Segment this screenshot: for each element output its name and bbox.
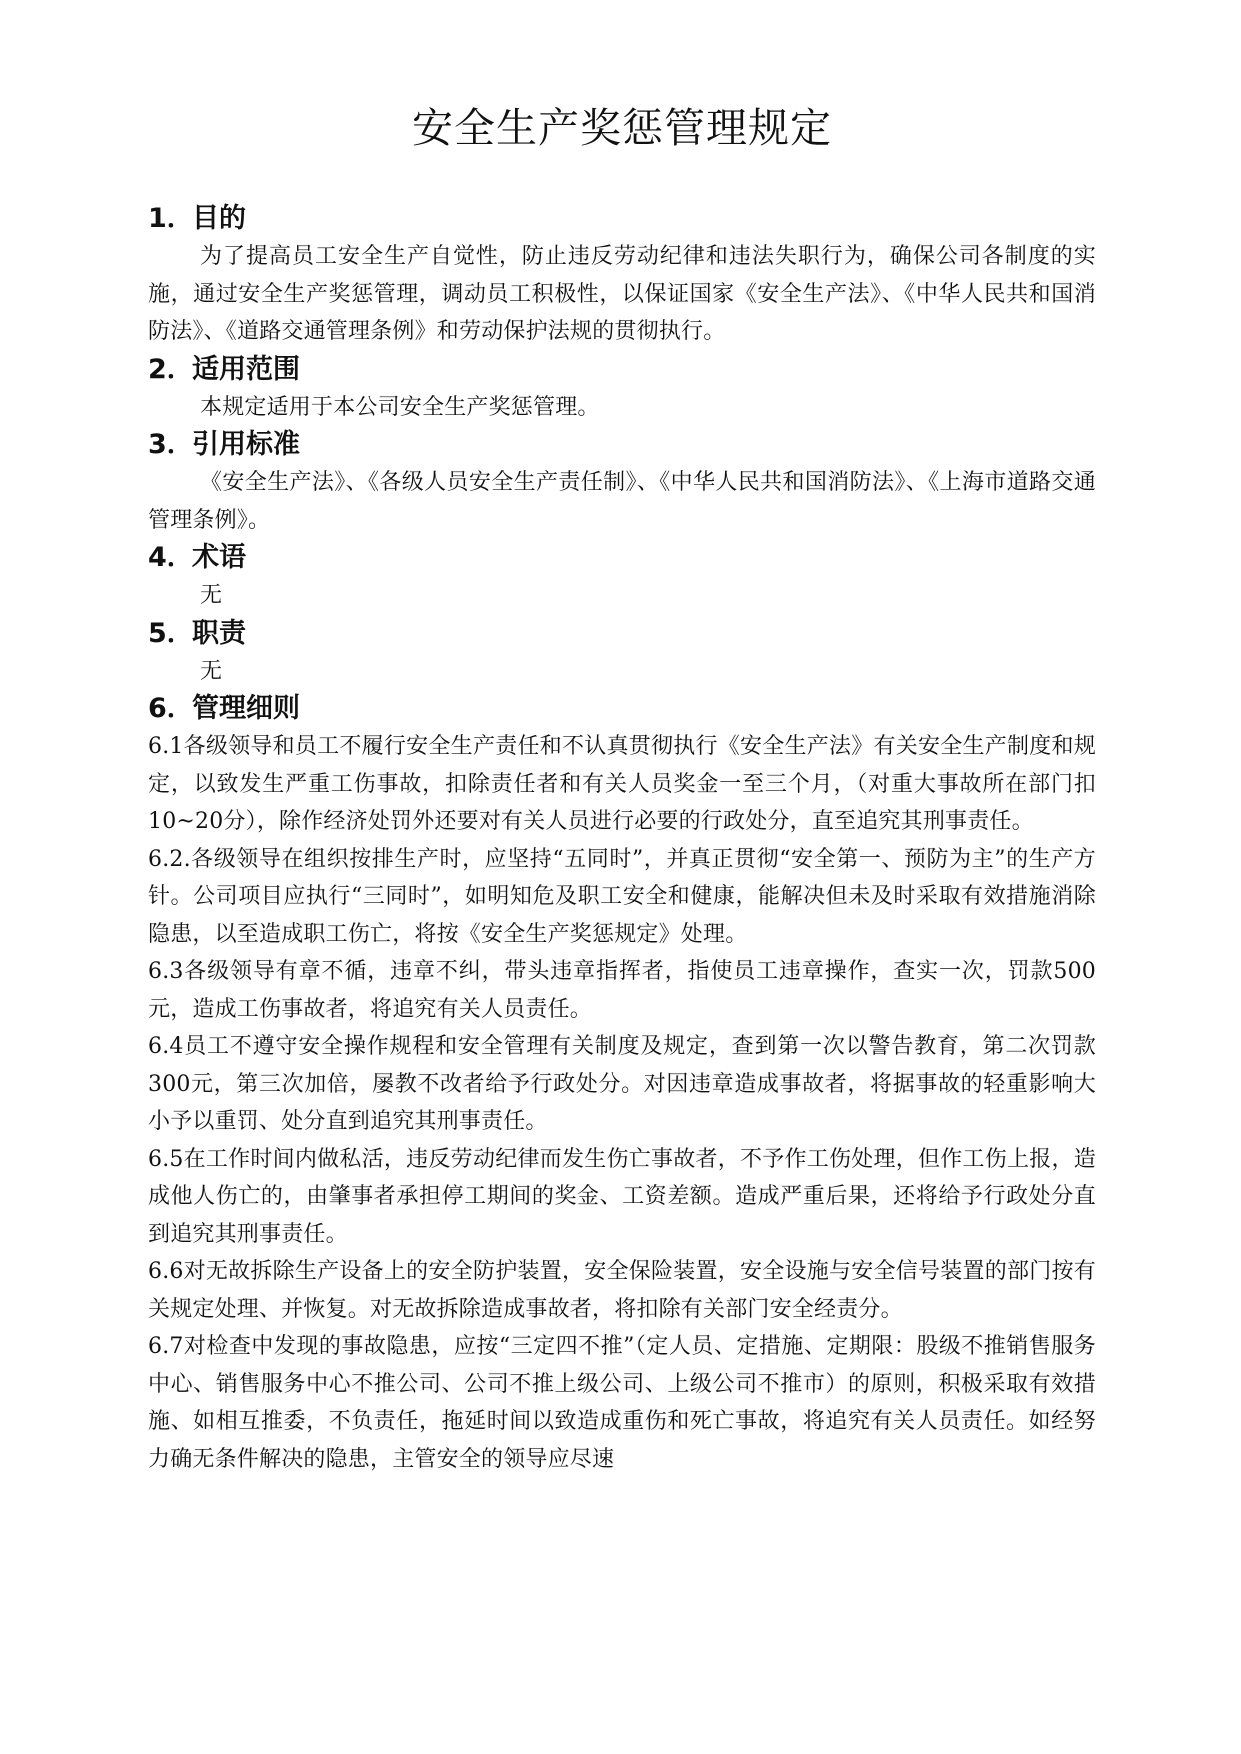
section-management-rules (148, 690, 1096, 1478)
clause-6-6: 6.6对无故拆除生产设备上的安全防护装置，安全保险装置，安全设施与安全信号装置的部门按有关规定处理、并恢复。对无故拆除造成事故者，将扣除有关部门安全经责分。 (148, 1259, 1096, 1322)
section-heading (148, 539, 1096, 577)
document-body (148, 200, 1096, 1478)
section-paragraph: 为了提高员工安全生产自觉性，防止违反劳动纪律和违法失职行为，确保公司各制度的实施，通过安全生产奖惩管理，调动员工积极性，以保证国家《安全生产法》、《中华人民共和国消防法》、《道路交通管理条例》和劳动保护法规的贯彻执行。 (148, 244, 1096, 344)
clause-6-5: 6.5在工作时间内做私活，违反劳动纪律而发生伤亡事故者，不予作工伤处理，但作工伤上报，造成他人伤亡的，由肇事者承担停工期间的奖金、工资差额。造成严重后果，还将给予行政处分直到追究其刑事责任。 (148, 1146, 1096, 1247)
section-number: 4． (148, 542, 194, 573)
page-title: 安全生产奖惩管理规定 (412, 104, 832, 152)
section-responsibilities (148, 615, 1096, 691)
section-scope (148, 351, 1096, 427)
section-number: 1． (148, 203, 194, 234)
section-terms (148, 539, 1096, 615)
section-heading (148, 200, 1096, 238)
section-heading (148, 351, 1096, 389)
section-heading-text: 职责 (192, 617, 246, 649)
section-heading (148, 615, 1096, 653)
section-number: 5． (148, 617, 194, 649)
clause-6-4: 6.4员工不遵守安全操作规程和安全管理有关制度及规定，查到第一次以警告教育，第二次罚款300元，第三次加倍，屡教不改者给予行政处分。对因违章造成事故者，将据事故的轻重影响大小予以重罚、处分直到追究其刑事责任。 (148, 1034, 1096, 1134)
section-purpose (148, 200, 1096, 351)
section-paragraph: 本规定适用于本公司安全生产奖惩管理。 (200, 394, 600, 420)
section-number: 2． (148, 353, 194, 385)
clause-6-2: 6.2.各级领导在组织按排生产时，应坚持“五同时”，并真正贯彻“安全第一、预防为主”的生产方针。公司项目应执行“三同时”，如明知危及职工安全和健康，能解决但未及时采取有效措施消除隐患，以至造成职工伤亡，将按《安全生产奖惩规定》处理。 (148, 846, 1096, 947)
clause-6-1: 6.1各级领导和员工不履行安全生产责任和不认真贯彻执行《安全生产法》有关安全生产制度和规定，以致发生严重工伤事故，扣除责任者和有关人员奖金一至三个月，（对重大事故所在部门扣10~20分），除作经济处罚外还要对有关人员进行必要的行政处分，直至追究其刑事责任。 (148, 734, 1096, 834)
section-number: 6． (148, 693, 194, 724)
section-heading (148, 426, 1096, 464)
section-heading-text: 引用标准 (192, 429, 300, 460)
section-heading (148, 690, 1096, 728)
section-references (148, 426, 1096, 539)
section-heading-text: 目的 (192, 203, 246, 234)
section-heading-text: 管理细则 (192, 693, 300, 724)
clause-6-7: 6.7对检查中发现的事故隐患，应按“三定四不推”（定人员、定措施、定期限：股级不推销售服务中心、销售服务中心不推公司、公司不推上级公司、上级公司不推市）的原则，积极采取有效措施、如相互推委，不负责任，拖延时间以致造成重伤和死亡事故，将追究有关人员责任。如经努力确无条件解决的隐患，主管安全的领导应尽速 (148, 1334, 1096, 1472)
section-number: 3． (148, 429, 194, 460)
section-paragraph: 无 (200, 583, 223, 608)
section-paragraph: 无 (200, 658, 223, 684)
clause-6-3: 6.3各级领导有章不循，违章不纠，带头违章指挥者，指使员工违章操作，查实一次，罚款500元，造成工伤事故者，将追究有关人员责任。 (148, 959, 1096, 1022)
section-heading-text: 适用范围 (192, 353, 300, 385)
section-paragraph: 《安全生产法》、《各级人员安全生产责任制》、《中华人民共和国消防法》、《上海市道路交通管理条例》。 (148, 470, 1096, 533)
section-heading-text: 术语 (192, 542, 246, 573)
